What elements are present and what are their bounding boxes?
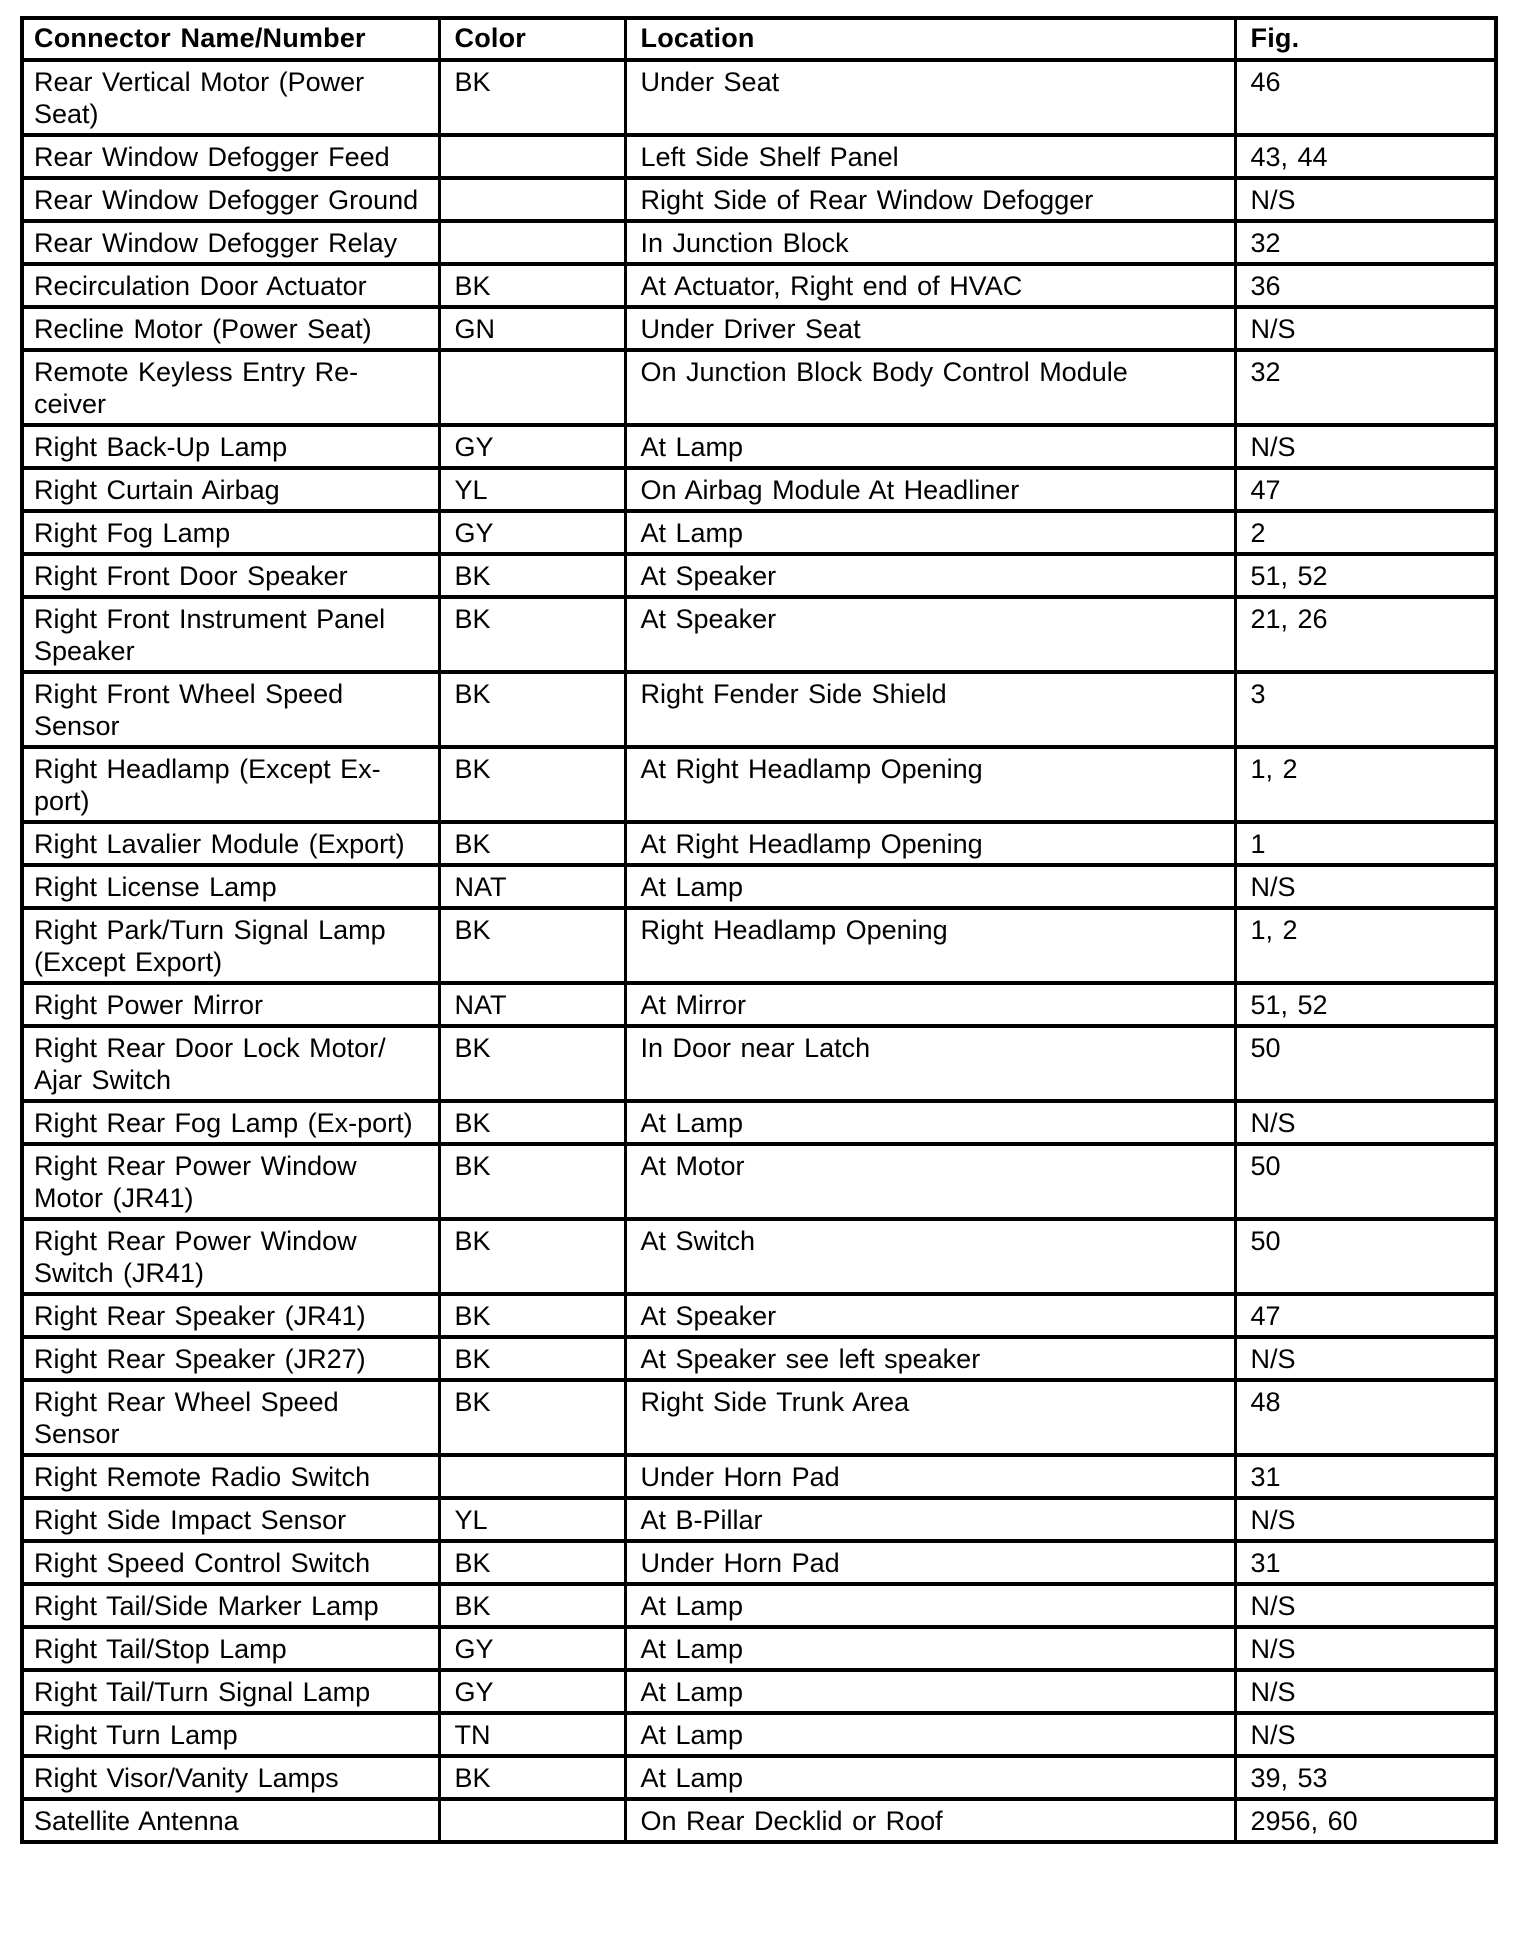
table-row [22, 1294, 1496, 1337]
cell-color: BK [439, 822, 625, 865]
cell-color [439, 350, 625, 425]
cell-fig: N/S [1235, 1337, 1496, 1380]
cell-color: BK [439, 1756, 625, 1799]
cell-fig: 3 [1235, 672, 1496, 747]
cell-connector-name: Right Rear Speaker (JR27) [22, 1337, 439, 1380]
cell-color: YL [439, 468, 625, 511]
table-row [22, 908, 1496, 983]
cell-location: At Switch [625, 1219, 1235, 1294]
cell-connector-name: Remote Keyless Entry Re-ceiver [22, 350, 439, 425]
cell-location: At Actuator, Right end of HVAC [625, 264, 1235, 307]
cell-location: At Right Headlamp Opening [625, 822, 1235, 865]
cell-location: Under Driver Seat [625, 307, 1235, 350]
table-row [22, 1627, 1496, 1670]
cell-location: At Lamp [625, 1101, 1235, 1144]
cell-connector-name: Right Headlamp (Except Ex-port) [22, 747, 439, 822]
cell-connector-name: Right Remote Radio Switch [22, 1455, 439, 1498]
table-row [22, 672, 1496, 747]
cell-color: GN [439, 307, 625, 350]
cell-fig: 32 [1235, 350, 1496, 425]
table-row [22, 1101, 1496, 1144]
cell-color: BK [439, 1101, 625, 1144]
cell-location: At Lamp [625, 1713, 1235, 1756]
table-row [22, 822, 1496, 865]
cell-fig: 43, 44 [1235, 135, 1496, 178]
cell-location: At Speaker [625, 1294, 1235, 1337]
table-row [22, 554, 1496, 597]
cell-connector-name: Right Curtain Airbag [22, 468, 439, 511]
table-row [22, 264, 1496, 307]
cell-connector-name: Right Side Impact Sensor [22, 1498, 439, 1541]
cell-location: Left Side Shelf Panel [625, 135, 1235, 178]
cell-color: BK [439, 597, 625, 672]
cell-color: BK [439, 1026, 625, 1101]
cell-fig: 50 [1235, 1219, 1496, 1294]
header-connector-name: Connector Name/Number [22, 18, 439, 60]
cell-fig: 39, 53 [1235, 1756, 1496, 1799]
cell-location: On Airbag Module At Headliner [625, 468, 1235, 511]
cell-fig: N/S [1235, 1101, 1496, 1144]
cell-fig: N/S [1235, 425, 1496, 468]
cell-color: BK [439, 1380, 625, 1455]
cell-color: NAT [439, 983, 625, 1026]
cell-color: GY [439, 425, 625, 468]
cell-fig: N/S [1235, 178, 1496, 221]
table-row [22, 747, 1496, 822]
cell-connector-name: Right Front Door Speaker [22, 554, 439, 597]
cell-fig: 47 [1235, 1294, 1496, 1337]
cell-connector-name: Right Power Mirror [22, 983, 439, 1026]
table-row [22, 1756, 1496, 1799]
cell-connector-name: Right Turn Lamp [22, 1713, 439, 1756]
cell-location: Right Side of Rear Window Defogger [625, 178, 1235, 221]
cell-location: At Lamp [625, 1670, 1235, 1713]
table-row [22, 1219, 1496, 1294]
cell-fig: 47 [1235, 468, 1496, 511]
cell-color: YL [439, 1498, 625, 1541]
cell-location: At Mirror [625, 983, 1235, 1026]
cell-connector-name: Right Tail/Turn Signal Lamp [22, 1670, 439, 1713]
table-row [22, 350, 1496, 425]
cell-connector-name: Right License Lamp [22, 865, 439, 908]
cell-connector-name: Right Speed Control Switch [22, 1541, 439, 1584]
cell-location: At Lamp [625, 865, 1235, 908]
cell-connector-name: Recirculation Door Actuator [22, 264, 439, 307]
cell-connector-name: Right Lavalier Module (Export) [22, 822, 439, 865]
table-row [22, 1498, 1496, 1541]
header-fig: Fig. [1235, 18, 1496, 60]
cell-color [439, 1799, 625, 1842]
table-row [22, 511, 1496, 554]
table-row [22, 1799, 1496, 1842]
cell-fig: 1 [1235, 822, 1496, 865]
cell-connector-name: Right Front Instrument Panel Speaker [22, 597, 439, 672]
table-row [22, 1541, 1496, 1584]
cell-location: Right Side Trunk Area [625, 1380, 1235, 1455]
table-row [22, 865, 1496, 908]
cell-color: BK [439, 554, 625, 597]
cell-color: GY [439, 1670, 625, 1713]
cell-color: BK [439, 1541, 625, 1584]
cell-fig: 32 [1235, 221, 1496, 264]
cell-location: In Door near Latch [625, 1026, 1235, 1101]
table-row [22, 468, 1496, 511]
cell-fig: 1, 2 [1235, 908, 1496, 983]
cell-connector-name: Right Front Wheel Speed Sensor [22, 672, 439, 747]
cell-color: BK [439, 264, 625, 307]
cell-location: Right Headlamp Opening [625, 908, 1235, 983]
connector-table [20, 16, 1498, 1844]
cell-fig: N/S [1235, 307, 1496, 350]
cell-location: At Motor [625, 1144, 1235, 1219]
cell-color: GY [439, 511, 625, 554]
cell-connector-name: Recline Motor (Power Seat) [22, 307, 439, 350]
cell-fig: 46 [1235, 60, 1496, 135]
cell-color [439, 221, 625, 264]
cell-connector-name: Right Back-Up Lamp [22, 425, 439, 468]
table-row [22, 135, 1496, 178]
cell-fig: 2 [1235, 511, 1496, 554]
cell-location: At Lamp [625, 511, 1235, 554]
cell-color: BK [439, 1219, 625, 1294]
table-row [22, 597, 1496, 672]
cell-fig: N/S [1235, 865, 1496, 908]
table-row [22, 1026, 1496, 1101]
cell-fig: 50 [1235, 1026, 1496, 1101]
cell-fig: N/S [1235, 1627, 1496, 1670]
cell-connector-name: Right Rear Door Lock Motor/ Ajar Switch [22, 1026, 439, 1101]
cell-color: BK [439, 747, 625, 822]
cell-location: At Lamp [625, 1627, 1235, 1670]
cell-fig: N/S [1235, 1713, 1496, 1756]
cell-fig: N/S [1235, 1584, 1496, 1627]
cell-location: Under Horn Pad [625, 1541, 1235, 1584]
cell-connector-name: Right Rear Fog Lamp (Ex-port) [22, 1101, 439, 1144]
table-body [22, 60, 1496, 1842]
table-row [22, 1380, 1496, 1455]
table-row [22, 60, 1496, 135]
cell-fig: 51, 52 [1235, 554, 1496, 597]
cell-fig: 2956, 60 [1235, 1799, 1496, 1842]
cell-connector-name: Right Fog Lamp [22, 511, 439, 554]
cell-location: Right Fender Side Shield [625, 672, 1235, 747]
cell-location: At Lamp [625, 1756, 1235, 1799]
cell-connector-name: Right Rear Power Window Switch (JR41) [22, 1219, 439, 1294]
cell-fig: 51, 52 [1235, 983, 1496, 1026]
cell-color: BK [439, 60, 625, 135]
cell-fig: 21, 26 [1235, 597, 1496, 672]
table-row [22, 983, 1496, 1026]
cell-connector-name: Rear Window Defogger Ground [22, 178, 439, 221]
table-header [22, 18, 1496, 60]
cell-color: BK [439, 672, 625, 747]
cell-color: NAT [439, 865, 625, 908]
table-row [22, 307, 1496, 350]
cell-connector-name: Right Tail/Stop Lamp [22, 1627, 439, 1670]
cell-connector-name: Right Visor/Vanity Lamps [22, 1756, 439, 1799]
cell-location: At Lamp [625, 425, 1235, 468]
table-row [22, 1337, 1496, 1380]
cell-color: BK [439, 908, 625, 983]
cell-color [439, 178, 625, 221]
cell-color [439, 1455, 625, 1498]
cell-location: In Junction Block [625, 221, 1235, 264]
cell-connector-name: Right Rear Wheel Speed Sensor [22, 1380, 439, 1455]
table-row [22, 1144, 1496, 1219]
cell-connector-name: Right Park/Turn Signal Lamp (Except Export) [22, 908, 439, 983]
cell-fig: 31 [1235, 1541, 1496, 1584]
cell-fig: 1, 2 [1235, 747, 1496, 822]
header-row [22, 18, 1496, 60]
cell-connector-name: Satellite Antenna [22, 1799, 439, 1842]
cell-color: BK [439, 1144, 625, 1219]
cell-color [439, 135, 625, 178]
cell-color: BK [439, 1584, 625, 1627]
cell-color: GY [439, 1627, 625, 1670]
cell-connector-name: Rear Vertical Motor (Power Seat) [22, 60, 439, 135]
table-row [22, 1455, 1496, 1498]
cell-color: BK [439, 1294, 625, 1337]
cell-fig: 48 [1235, 1380, 1496, 1455]
cell-color: BK [439, 1337, 625, 1380]
cell-connector-name: Right Rear Speaker (JR41) [22, 1294, 439, 1337]
cell-connector-name: Right Tail/Side Marker Lamp [22, 1584, 439, 1627]
table-row [22, 1584, 1496, 1627]
cell-fig: N/S [1235, 1670, 1496, 1713]
header-location: Location [625, 18, 1235, 60]
table-row [22, 1713, 1496, 1756]
cell-location: At Speaker see left speaker [625, 1337, 1235, 1380]
cell-location: On Rear Decklid or Roof [625, 1799, 1235, 1842]
cell-location: At Speaker [625, 554, 1235, 597]
cell-location: Under Horn Pad [625, 1455, 1235, 1498]
header-color: Color [439, 18, 625, 60]
cell-connector-name: Right Rear Power Window Motor (JR41) [22, 1144, 439, 1219]
cell-connector-name: Rear Window Defogger Relay [22, 221, 439, 264]
table-row [22, 425, 1496, 468]
cell-fig: 31 [1235, 1455, 1496, 1498]
cell-location: On Junction Block Body Control Module [625, 350, 1235, 425]
table-row [22, 1670, 1496, 1713]
table-row [22, 178, 1496, 221]
cell-fig: 50 [1235, 1144, 1496, 1219]
cell-location: At Speaker [625, 597, 1235, 672]
cell-location: Under Seat [625, 60, 1235, 135]
table-row [22, 221, 1496, 264]
cell-fig: N/S [1235, 1498, 1496, 1541]
cell-connector-name: Rear Window Defogger Feed [22, 135, 439, 178]
cell-fig: 36 [1235, 264, 1496, 307]
cell-location: At Right Headlamp Opening [625, 747, 1235, 822]
cell-location: At B-Pillar [625, 1498, 1235, 1541]
cell-color: TN [439, 1713, 625, 1756]
cell-location: At Lamp [625, 1584, 1235, 1627]
